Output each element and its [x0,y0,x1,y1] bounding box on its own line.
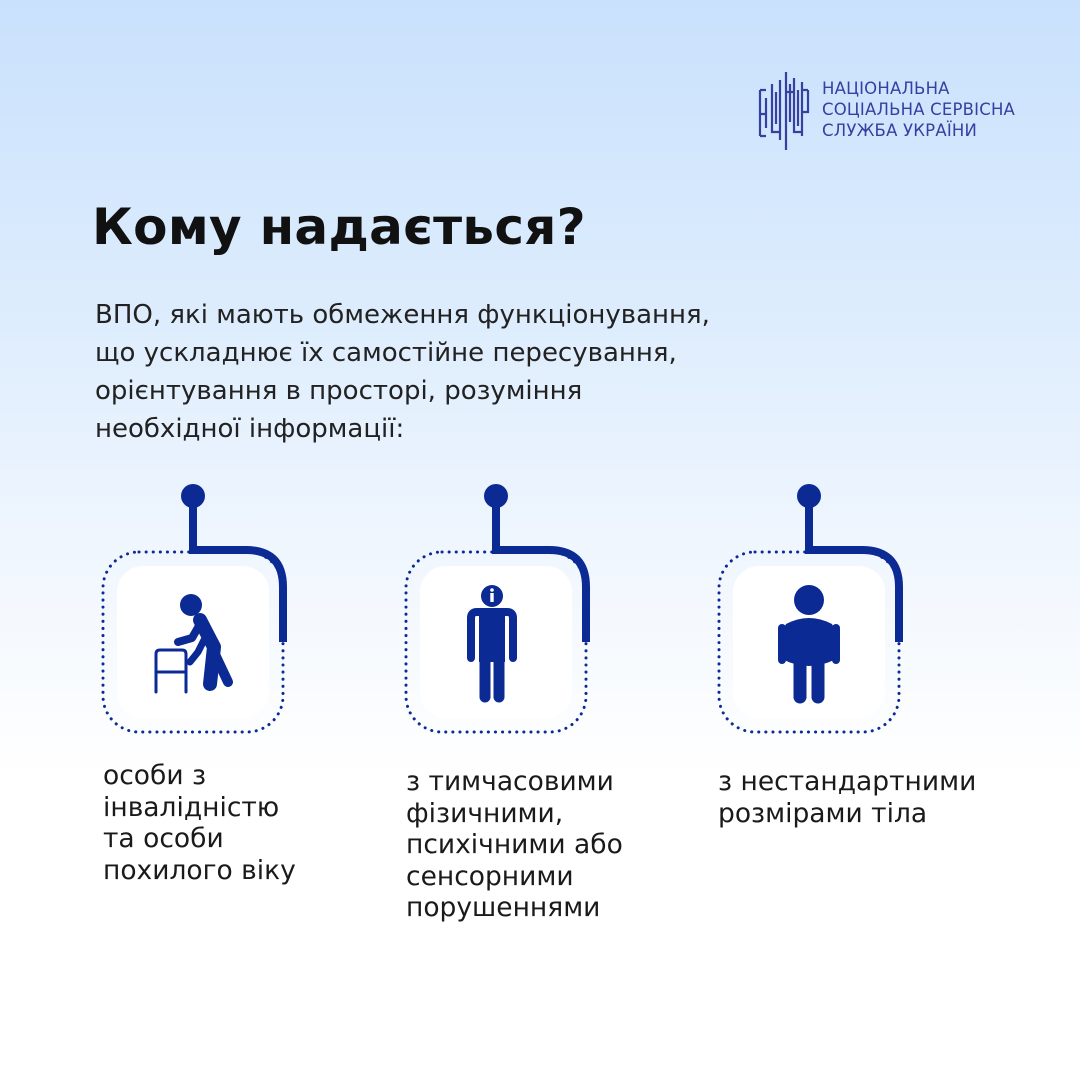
brand-name-line: СЛУЖБА УКРАЇНИ [822,121,978,140]
caption-line: фізичними, [406,797,564,829]
brand-name-line: НАЦІОНАЛЬНА [822,79,950,98]
category-caption-body-size [718,766,976,829]
intro-line: орієнтування в просторі, розуміння [95,376,583,406]
caption-line: похилого віку [103,854,296,886]
category-card-temporary [403,482,603,742]
nssu-logo-icon [752,62,816,154]
intro-line: що ускладнює їх самостійне пересування, [95,338,677,368]
brand-name [822,78,1015,141]
caption-line: психічними або [406,829,623,860]
intro-line: ВПО, які мають обмеження функціонування, [95,300,710,330]
category-caption-disability [103,760,296,886]
page-title: Кому надається? [92,198,586,256]
category-card-body-size [716,482,916,742]
caption-line: особи з [103,760,207,791]
intro-text [95,296,895,448]
caption-line: інвалідністю [103,791,280,823]
caption-line: з тимчасовими [406,766,614,797]
caption-line: розмірами тіла [718,797,928,829]
caption-line: з нестандартними [718,766,977,797]
category-caption-temporary [406,766,623,924]
caption-line: сенсорними [406,860,574,892]
brand-logo [752,62,1042,154]
intro-line: необхідної інформації: [95,414,405,444]
brand-name-line: СОЦІАЛЬНА СЕРВІСНА [822,100,1016,119]
caption-line: порушеннями [406,892,601,923]
category-card-disability [100,482,300,742]
caption-line: та особи [103,823,224,854]
